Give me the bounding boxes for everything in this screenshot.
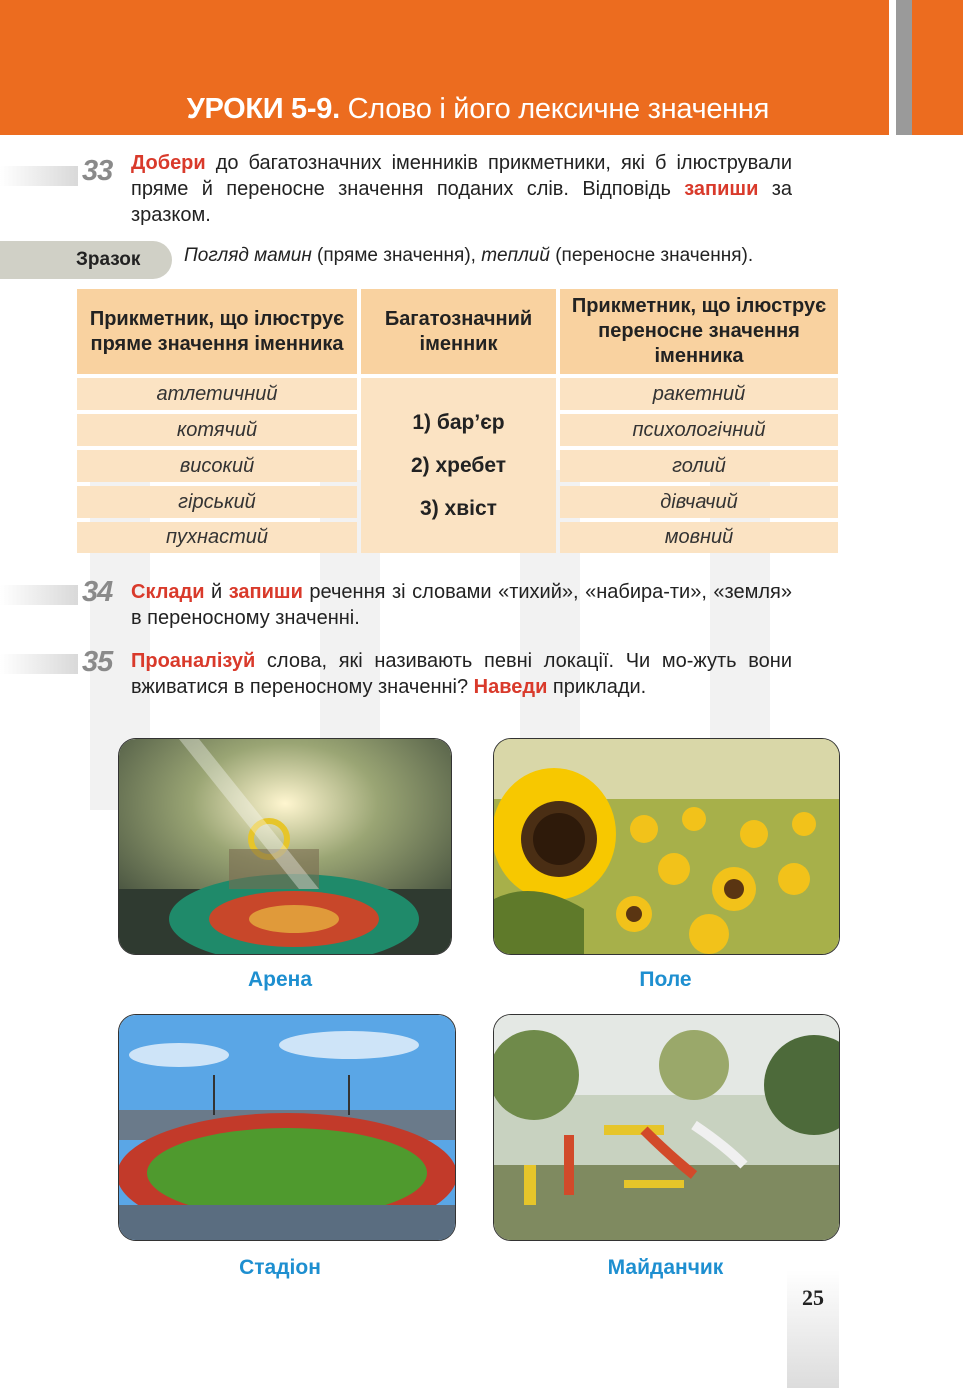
exercise-35-bar	[0, 654, 78, 674]
arena-illustration	[119, 739, 451, 954]
table-cell-direct: гірський	[77, 486, 357, 518]
exercise-33-text	[131, 150, 792, 228]
instruction-verb: Склади	[131, 581, 205, 603]
instruction-verb: запиши	[684, 178, 759, 200]
table-cell-direct: атлетичний	[77, 378, 357, 410]
instruction-verb: запиши	[228, 581, 303, 603]
field-photo	[493, 738, 840, 955]
exercise-34-number: 34	[82, 576, 113, 608]
page-number: 25	[802, 1285, 824, 1310]
playground-caption: Майданчик	[607, 1256, 724, 1279]
table-cell-figurative: ракетний	[560, 378, 838, 410]
sample-label: Зразок	[76, 249, 141, 270]
noun-item: 1) бар’єр	[412, 411, 505, 434]
arena-photo	[118, 738, 452, 955]
table-cell-figurative: дівчачий	[560, 486, 838, 518]
topic-label: Слово і його лексичне значення	[347, 93, 769, 125]
exercise-33-number: 33	[82, 155, 113, 187]
exercise-35-tail: приклади.	[547, 676, 647, 698]
table-header-noun: Багатозначний іменник	[361, 289, 556, 374]
exercise-35-number: 35	[82, 646, 113, 678]
adjective-table	[77, 289, 838, 553]
instruction-verb: Проаналізуй	[131, 650, 256, 672]
sample-note: (переносне значення).	[549, 245, 754, 266]
table-cell-direct: високий	[77, 450, 357, 482]
table-header-direct: Прикметник, що ілюструє пряме значення іменника	[77, 289, 357, 374]
table-cell-figurative: голий	[560, 450, 838, 482]
stadium-photo	[118, 1014, 456, 1241]
noun-item: 3) хвіст	[420, 497, 497, 520]
arena-caption: Арена	[247, 968, 313, 991]
instruction-verb: Наведи	[473, 676, 548, 698]
noun-item: 2) хребет	[410, 454, 507, 477]
exercise-34-tail: речення зі словами «тихий», «набира-ти», «земля» в переносному значенні.	[131, 581, 792, 629]
sunflower-illustration	[494, 739, 839, 954]
field-caption: Поле	[639, 968, 692, 991]
exercise-35-text	[131, 648, 792, 700]
sample-phrase: теплий	[481, 245, 550, 266]
page-title	[187, 93, 769, 126]
playground-photo	[493, 1014, 840, 1241]
table-cell-nouns	[361, 378, 556, 553]
stadium-caption: Стадіон	[239, 1256, 321, 1279]
table-cell-direct: пухнастий	[77, 522, 357, 553]
header-right-block	[912, 0, 963, 135]
instruction-verb: Добери	[131, 152, 206, 174]
sample-phrase: Погляд мамин	[184, 245, 312, 266]
exercise-33-tail: за зразком.	[131, 178, 793, 226]
exercise-33-bar	[0, 166, 78, 186]
lessons-label: УРОКИ 5-9.	[186, 93, 340, 125]
table-cell-figurative: мовний	[560, 522, 838, 553]
exercise-34-body: й	[204, 581, 229, 603]
exercise-35-body: слова, які називають певні локації. Чи мо-жуть вони вживатися в переносному значенні?	[131, 650, 792, 698]
header-banner	[0, 0, 889, 135]
sample-text	[184, 245, 753, 267]
table-cell-direct: котячий	[77, 414, 357, 446]
header-stripe	[896, 0, 912, 135]
exercise-34-text	[131, 579, 792, 631]
exercise-34-bar	[0, 585, 78, 605]
stadium-illustration	[119, 1015, 455, 1240]
sample-note: (пряме значення),	[311, 245, 482, 266]
playground-illustration	[494, 1015, 839, 1240]
exercise-33-body: до багатозначних іменників прикметники, які б ілюстрували пряме й переносне значення поданих слів. Відповідь	[131, 152, 792, 200]
table-header-figurative: Прикметник, що ілюструє переносне значення іменника	[560, 289, 838, 374]
table-cell-figurative: психологічний	[560, 414, 838, 446]
